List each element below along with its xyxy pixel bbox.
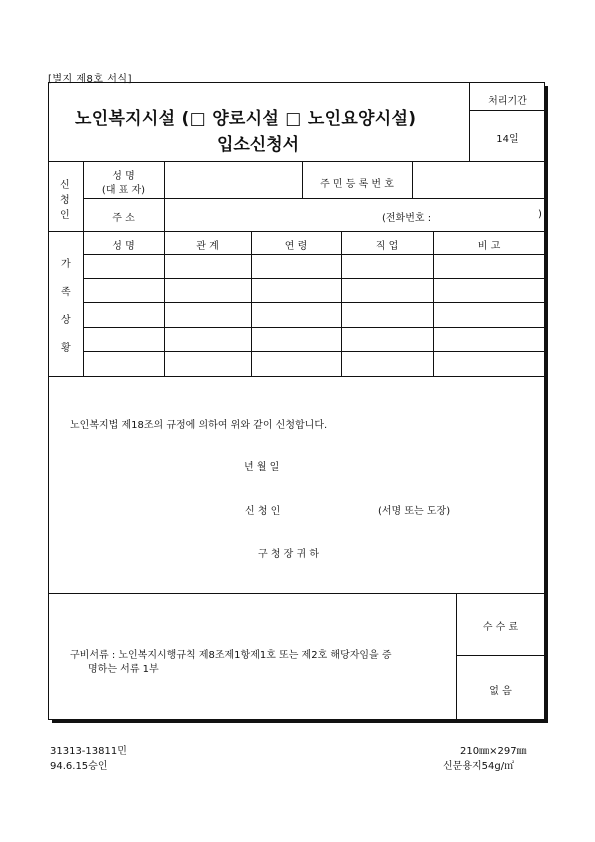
name-field[interactable] — [166, 163, 300, 196]
declaration-top-rule — [48, 376, 545, 377]
family-label-char-4: 황 — [61, 343, 71, 354]
family-label-char-2: 족 — [61, 287, 71, 298]
rrn-label: 주 민 등 록 번 호 — [320, 179, 394, 190]
family-row-rule-2 — [83, 302, 545, 303]
family-header-occupation: 직 업 — [375, 241, 399, 252]
fee-divider — [456, 593, 457, 720]
rrn-field[interactable] — [414, 163, 543, 196]
fee-row-rule — [456, 655, 545, 656]
applicant-label-char-3: 인 — [60, 210, 70, 221]
family-row-rule-4 — [83, 351, 545, 352]
phone-close-paren: ) — [538, 209, 542, 220]
processing-period-value: 14일 — [496, 134, 519, 145]
frame-shadow-right — [545, 86, 548, 723]
processing-divider — [470, 110, 545, 111]
fee-label: 수 수 료 — [482, 622, 519, 633]
attachments-top-rule — [48, 593, 545, 594]
address-label: 주 소 — [112, 213, 135, 224]
processing-period-label: 처리기간 — [488, 96, 527, 107]
signature-label: (서명 또는 도장) — [378, 506, 451, 517]
required-documents-cont: 명하는 서류 1부 — [88, 664, 159, 675]
paper-spec: 신문용지54g/㎡ — [443, 761, 515, 772]
declaration-statement: 노인복지법 제18조의 규정에 의하여 위와 같이 신청합니다. — [70, 420, 328, 431]
paper-size: 210㎜×297㎜ — [460, 746, 527, 757]
required-documents: 구비서류 : 노인복지시행규칙 제8조제1항제1호 또는 제2호 해당자임을 증 — [70, 650, 392, 661]
addressee: 구 청 장 귀 하 — [258, 549, 320, 560]
family-label-char-1: 가 — [61, 259, 71, 270]
address-field[interactable] — [166, 200, 376, 229]
family-top-rule — [48, 231, 545, 232]
phone-label: (전화번호 : — [382, 213, 432, 224]
representative-label: (대 표 자) — [101, 185, 146, 196]
applicant-top-rule — [48, 161, 545, 162]
family-header-relation: 관 계 — [196, 241, 219, 252]
rrn-label-right — [412, 161, 413, 198]
family-col-1 — [164, 231, 165, 376]
family-header-name: 성 명 — [112, 241, 135, 252]
family-col-3 — [341, 231, 342, 376]
family-header-rule — [83, 254, 545, 255]
family-row-rule-3 — [83, 327, 545, 328]
form-title: 노인복지시설 (□ 양로시설 □ 노인요양시설) — [75, 109, 417, 129]
approval-date: 94.6.15승인 — [50, 761, 108, 772]
form-number-label: [별지 제8호 서식] — [48, 74, 132, 85]
family-header-remarks: 비 고 — [477, 241, 501, 252]
family-row-rule-1 — [83, 278, 545, 279]
family-header-age: 연 령 — [284, 241, 308, 252]
family-label-divider — [83, 231, 84, 376]
form-code: 31313-13811민 — [50, 746, 127, 757]
name-label: 성 명 — [112, 171, 135, 182]
applicant-sign-label: 신 청 인 — [245, 506, 281, 517]
family-col-4 — [433, 231, 434, 376]
form-subtitle: 입소신청서 — [216, 135, 300, 155]
applicant-col-divider — [164, 161, 165, 231]
application-date: 년 월 일 — [244, 462, 280, 473]
family-col-2 — [251, 231, 252, 376]
applicant-label-char-2: 청 — [60, 195, 70, 206]
frame-shadow-bottom — [52, 720, 548, 723]
family-label-char-3: 상 — [61, 315, 71, 326]
fee-value: 없 음 — [489, 686, 512, 697]
applicant-row-divider — [83, 198, 545, 199]
applicant-label-char-1: 신 — [60, 180, 70, 191]
